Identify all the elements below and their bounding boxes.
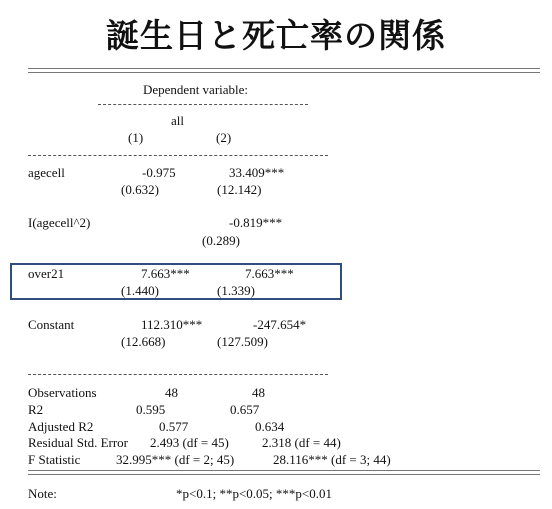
stat-cell: 0.595 [136, 402, 166, 417]
coef-cell: -0.819*** [229, 215, 283, 230]
se-cell: (127.509) [217, 334, 268, 349]
coef-cell: -0.975 [142, 165, 176, 180]
note-label: Note: [28, 486, 57, 501]
stats-rule [28, 374, 328, 375]
stat-cell: 28.116*** (df = 3; 44) [273, 452, 391, 467]
stat-cell: 2.318 (df = 44) [262, 435, 341, 450]
column-1-header: (1) [128, 130, 144, 145]
stat-label-r2: R2 [28, 402, 44, 417]
dependent-variable-label: Dependent variable: [143, 82, 249, 97]
se-cell: (1.440) [121, 283, 159, 298]
depvar-name: all [171, 113, 184, 128]
stat-cell: 32.995*** (df = 2; 45) [116, 452, 235, 467]
stat-cell: 2.493 (df = 45) [150, 435, 229, 450]
coef-cell: 7.663*** [141, 266, 190, 281]
row-label-agecell-squared: I(agecell^2) [28, 215, 91, 230]
coef-cell: 7.663*** [245, 266, 294, 281]
row-label-over21: over21 [28, 266, 65, 281]
stat-label-observations: Observations [28, 385, 97, 400]
stat-label-f-statistic: F Statistic [28, 452, 81, 467]
se-cell: (0.289) [202, 233, 240, 248]
coef-cell: 112.310*** [141, 317, 203, 332]
row-label-constant: Constant [28, 317, 75, 332]
se-cell: (12.668) [121, 334, 166, 349]
top-double-rule [28, 68, 540, 73]
header-rule [28, 155, 328, 156]
coef-cell: -247.654* [253, 317, 307, 332]
row-label-agecell: agecell [28, 165, 65, 180]
stat-label-adjusted-r2: Adjusted R2 [28, 419, 94, 434]
slide-title: 誕生日と死亡率の関係 [106, 16, 446, 55]
column-2-header: (2) [216, 130, 232, 145]
depvar-underline [98, 104, 308, 105]
stat-cell: 48 [165, 385, 178, 400]
bottom-double-rule [28, 470, 540, 475]
stat-cell: 0.634 [255, 419, 285, 434]
se-cell: (1.339) [217, 283, 255, 298]
stat-label-residual-se: Residual Std. Error [28, 435, 129, 450]
stat-cell: 0.577 [159, 419, 189, 434]
se-cell: (0.632) [121, 182, 159, 197]
stat-cell: 48 [252, 385, 265, 400]
coef-cell: 33.409*** [229, 165, 285, 180]
se-cell: (12.142) [217, 182, 262, 197]
stat-cell: 0.657 [230, 402, 260, 417]
note-text: *p<0.1; **p<0.05; ***p<0.01 [176, 486, 332, 501]
